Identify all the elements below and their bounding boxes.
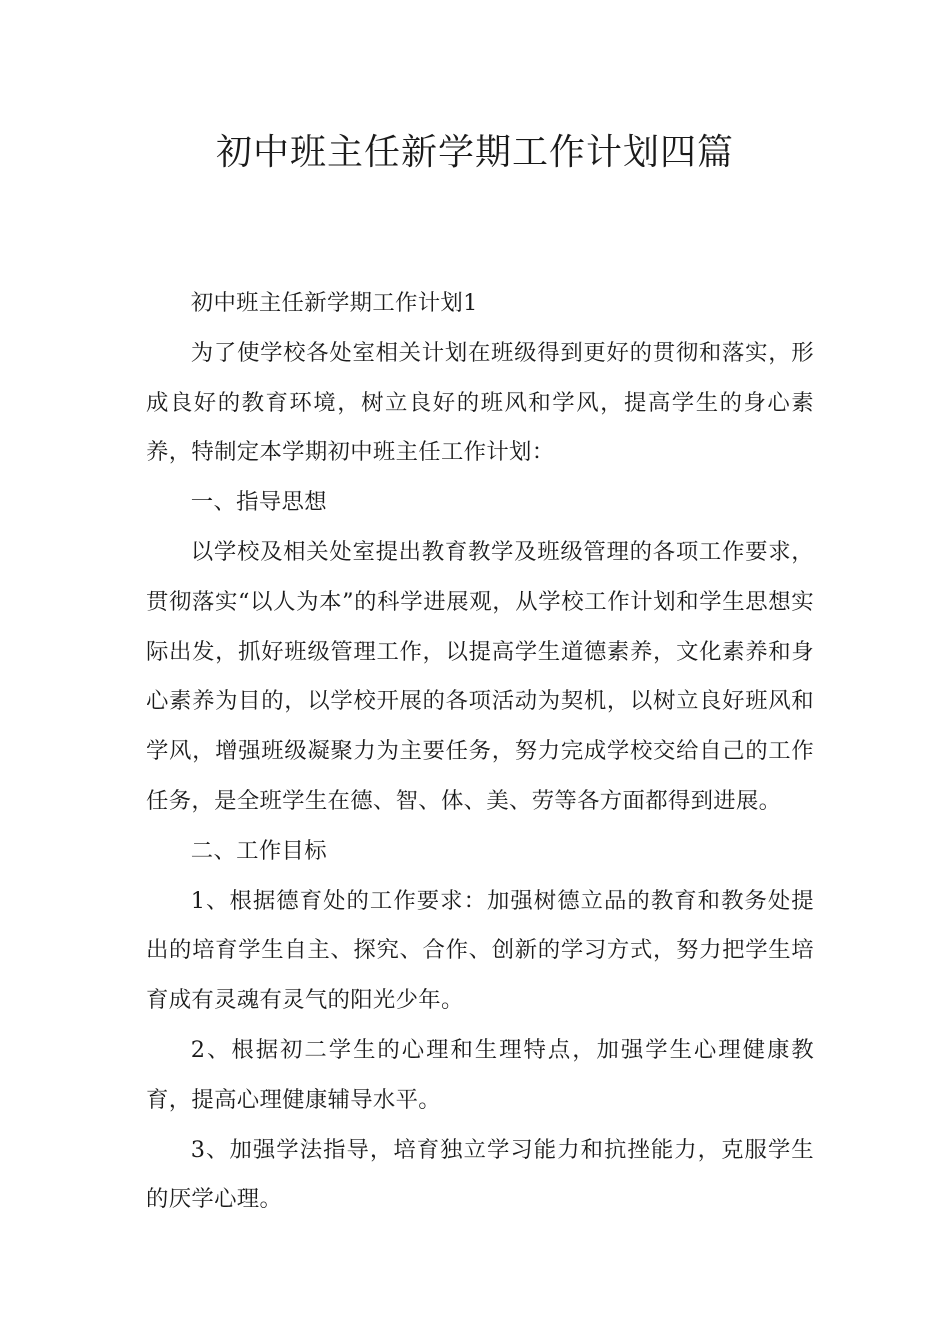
intro-paragraph: 为了使学校各处室相关计划在班级得到更好的贯彻和落实，形成良好的教育环境，树立良好的班风和学风，提高学生的身心素养，特制定本学期初中班主任工作计划： (146, 339, 814, 466)
document-body (146, 279, 814, 1225)
goal-item-3: 3、加强学法指导，培育独立学习能力和抗挫能力，克服学生的厌学心理。 (146, 1136, 814, 1213)
section-heading-plan-1: 初中班主任新学期工作计划1 (190, 290, 478, 316)
goal-item-1: 1、根据德育处的工作要求：加强树德立品的教育和教务处提出的培育学生自主、探究、合作、创新的学习方式，努力把学生培育成有灵魂有灵气的阳光少年。 (146, 887, 814, 1014)
section-heading-guiding-thought: 一、指导思想 (190, 489, 327, 516)
goal-item-2: 2、根据初二学生的心理和生理特点，加强学生心理健康教育，提高心理健康辅导水平。 (146, 1036, 814, 1113)
document-title: 初中班主任新学期工作计划四篇 (215, 132, 734, 173)
guiding-thought-paragraph: 以学校及相关处室提出教育教学及班级管理的各项工作要求，贯彻落实“以人为本”的科学进展观，从学校工作计划和学生思想实际出发，抓好班级管理工作，以提高学生道德素养，文化素养和身心素养为目的，以学校开展的各项活动为契机，以树立良好班风和学风，增强班级凝聚力为主要任务，努力完成学校交给自己的工作任务，是全班学生在德、智、体、美、劳等各方面都得到进展。 (146, 538, 814, 814)
section-heading-work-goals: 二、工作目标 (190, 837, 327, 864)
